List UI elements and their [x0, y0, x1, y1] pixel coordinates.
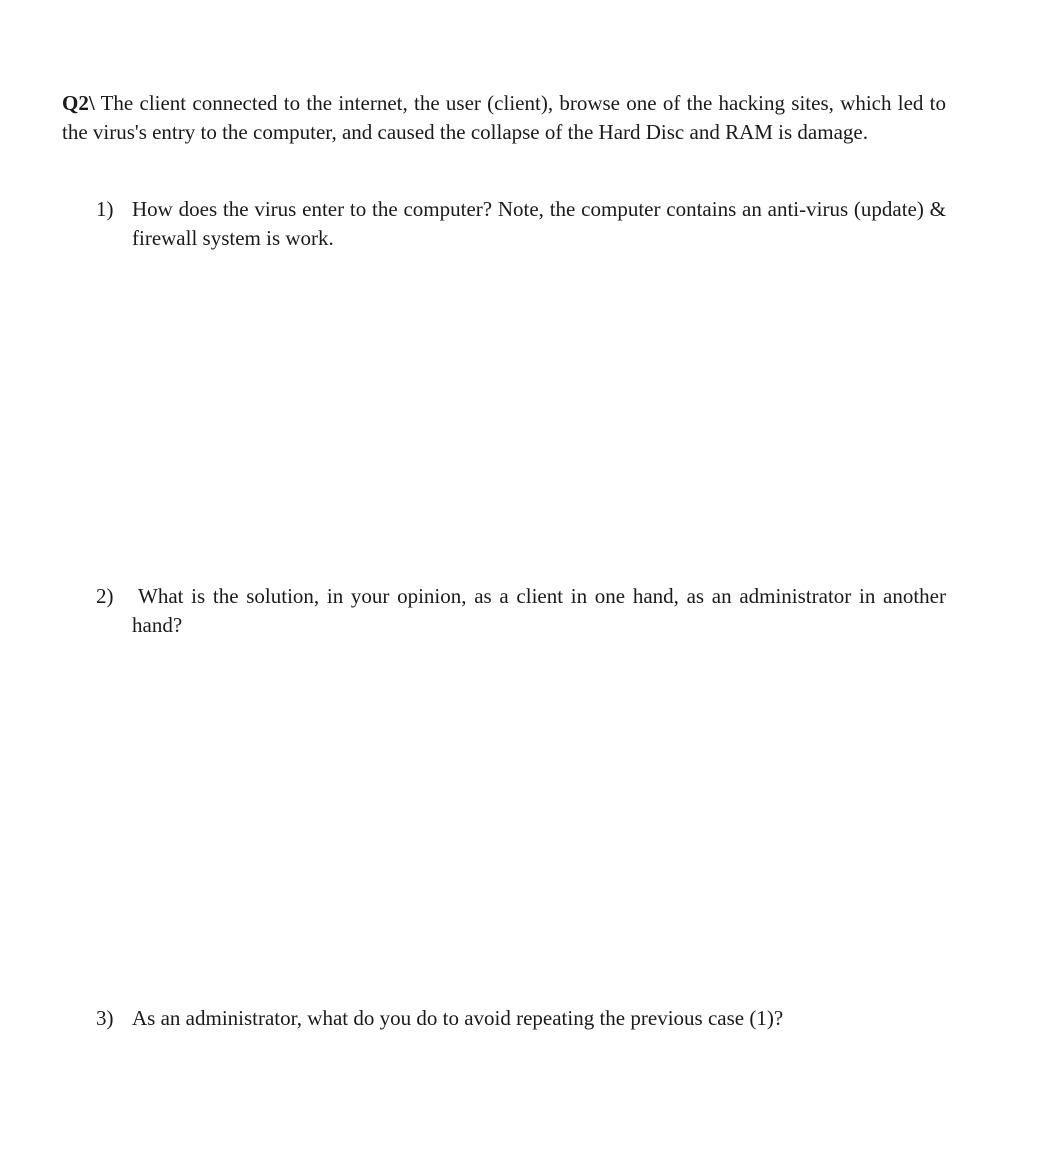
- sub-question-number: 1): [96, 197, 114, 221]
- question-intro: [62, 89, 946, 147]
- sub-question-text: How does the virus enter to the computer? Note, the computer contains an anti-virus (update) & firewall system is work.: [132, 197, 946, 250]
- sub-question-2: [96, 582, 946, 640]
- sub-question-number: 2): [96, 584, 114, 608]
- sub-question-1: [96, 195, 946, 253]
- question-label: Q2\: [62, 91, 95, 115]
- sub-question-text: What is the solution, in your opinion, as a client in one hand, as an administrator in another hand?: [132, 584, 946, 637]
- sub-question-number: 3): [96, 1006, 114, 1030]
- sub-question-3: [96, 1004, 946, 1033]
- sub-question-text: As an administrator, what do you do to avoid repeating the previous case (1)?: [132, 1006, 784, 1030]
- question-text: The client connected to the internet, the user (client), browse one of the hacking sites, which led to the virus's entry to the computer, and caused the collapse of the Hard Disc and RAM is damage.: [62, 91, 947, 144]
